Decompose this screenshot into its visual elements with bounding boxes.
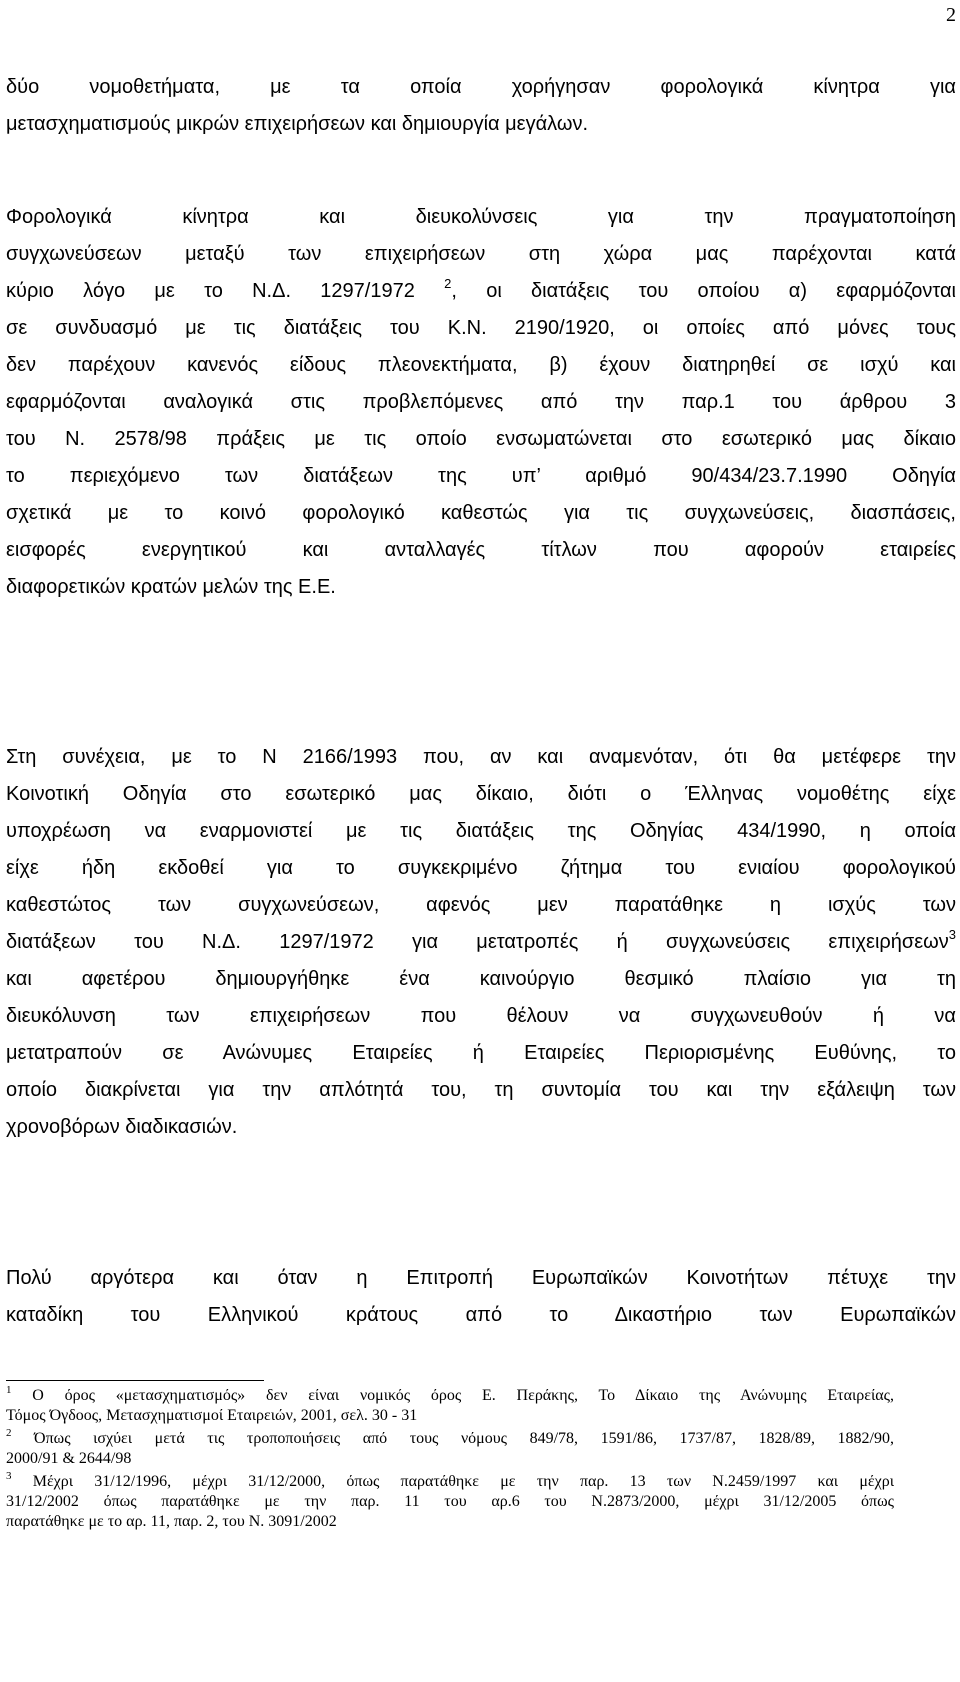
footnote-line: Τόμος Όγδοος, Μετασχηματισμοί Εταιρειών, 2001, σελ. 30 - 31	[6, 1407, 418, 1424]
text-line-with-footnote-ref	[6, 924, 956, 961]
text-line: του Ν. 2578/98 πράξεις με τις οποίο ενσωματώνεται στο εσωτερικό μας δίκαιο	[6, 428, 956, 450]
footnotes	[6, 1386, 894, 1532]
text-fragment: κύριο λόγο με το Ν.Δ. 1297/1972	[6, 280, 445, 302]
footnote-number: 2	[6, 1427, 12, 1439]
page-number: 2	[946, 4, 956, 26]
text-fragment: Ο όρος «μετασχηματισμός» δεν είναι νομικός όρος Ε. Περάκης, Το Δίκαιο της Ανώνυμης Εταιρείας,	[11, 1387, 894, 1404]
text-line: εφαρμόζονται αναλογικά στις προβλεπόμενες από την παρ.1 του άρθρου 3	[6, 391, 956, 413]
footnote-number: 1	[6, 1384, 12, 1396]
text-line: Πολύ αργότερα και όταν η Επιτροπή Ευρωπαϊκών Κοινοτήτων πέτυχε την	[6, 1267, 956, 1289]
text-line: σχετικά με το κοινό φορολογικό καθεστώς για τις συγχωνεύσεις, διασπάσεις,	[6, 502, 956, 524]
text-line: διαφορετικών κρατών μελών της Ε.Ε.	[6, 576, 336, 598]
text-line: συγχωνεύσεων μεταξύ των επιχειρήσεων στη χώρα μας παρέχονται κατά	[6, 243, 956, 265]
footnote-line	[6, 1429, 894, 1449]
text-line: το περιεχόμενο των διατάξεων της υπ’ αριθμό 90/434/23.7.1990 Οδηγία	[6, 465, 956, 487]
text-line: εισφορές ενεργητικού και ανταλλαγές τίτλων που αφορούν εταιρείες	[6, 539, 956, 561]
text-line: Στη συνέχεια, με το Ν 2166/1993 που, αν και αναμενόταν, ότι θα μετέφερε την	[6, 746, 956, 768]
text-line: καθεστώτος των συγχωνεύσεων, αφενός μεν παρατάθηκε η ισχύς των	[6, 894, 956, 916]
paragraph-4	[6, 1260, 956, 1334]
text-fragment: , οι διατάξεις του οποίου α) εφαρμόζονται	[451, 280, 956, 302]
text-line: μετατραπούν σε Ανώνυμες Εταιρείες ή Εταιρείες Περιορισμένης Ευθύνης, το	[6, 1042, 956, 1064]
footnote-1	[6, 1386, 894, 1426]
text-line: οποίο διακρίνεται για την απλότητά του, τη συντομία του και την εξάλειψη των	[6, 1079, 956, 1101]
text-fragment: διατάξεων του Ν.Δ. 1297/1972 για μετατροπές ή συγχωνεύσεις επιχειρήσεων	[6, 931, 949, 953]
text-line: δύο νομοθετήματα, με τα οποία χορήγησαν φορολογικά κίνητρα για	[6, 76, 956, 98]
footnote-line: 31/12/2002 όπως παρατάθηκε με την παρ. 11 του αρ.6 του Ν.2873/2000, μέχρι 31/12/2005 όπως	[6, 1493, 894, 1510]
footnote-ref-2: 2	[444, 276, 452, 291]
text-line: δεν παρέχουν κανενός είδους πλεονεκτήματα, β) έχουν διατηρηθεί σε ισχύ και	[6, 354, 956, 376]
footnote-line: παρατάθηκε με το αρ. 11, παρ. 2, του Ν. 3091/2002	[6, 1513, 337, 1530]
text-line: μετασχηματισμούς μικρών επιχειρήσεων και δημιουργία μεγάλων.	[6, 113, 589, 135]
text-line: Κοινοτική Οδηγία στο εσωτερικό μας δίκαιο, διότι ο Έλληνας νομοθέτης είχε	[6, 783, 956, 805]
text-line-with-footnote-ref	[6, 273, 956, 310]
text-fragment: Μέχρι 31/12/1996, μέχρι 31/12/2000, όπως παρατάθηκε με την παρ. 13 των Ν.2459/1997 και μέχρι	[11, 1473, 894, 1490]
text-line: Φορολογικά κίνητρα και διευκολύνσεις για την πραγματοποίηση	[6, 206, 956, 228]
text-line: σε συνδυασμό με τις διατάξεις του Κ.Ν. 2190/1920, οι οποίες από μόνες τους	[6, 317, 956, 339]
text-line: καταδίκη του Ελληνικού κράτους από το Δικαστήριο των Ευρωπαϊκών	[6, 1304, 956, 1326]
text-line: είχε ήδη εκδοθεί για το συγκεκριμένο ζήτημα του ενιαίου φορολογικού	[6, 857, 956, 879]
footnote-3	[6, 1472, 894, 1532]
paragraph-2	[6, 199, 956, 606]
footnote-2	[6, 1429, 894, 1469]
text-line: και αφετέρου δημιουργήθηκε ένα καινούργιο θεσμικό πλαίσιο για τη	[6, 968, 956, 990]
text-line: υποχρέωση να εναρμονιστεί με τις διατάξεις της Οδηγίας 434/1990, η οποία	[6, 820, 956, 842]
footnote-number: 3	[6, 1470, 12, 1482]
footnote-line	[6, 1472, 894, 1492]
text-line: διευκόλυνση των επιχειρήσεων που θέλουν να συγχωνευθούν ή να	[6, 1005, 956, 1027]
text-line: χρονοβόρων διαδικασιών.	[6, 1116, 238, 1138]
footnote-line	[6, 1386, 894, 1406]
paragraph-1	[6, 69, 956, 143]
footnote-line: 2000/91 & 2644/98	[6, 1450, 132, 1467]
footnote-ref-3: 3	[948, 927, 956, 942]
paragraph-3	[6, 739, 956, 1146]
footnote-separator	[6, 1380, 264, 1381]
text-fragment: Όπως ισχύει μετά τις τροποποιήσεις από τους νόμους 849/78, 1591/86, 1737/87, 1828/89, 1882/90,	[11, 1430, 894, 1447]
